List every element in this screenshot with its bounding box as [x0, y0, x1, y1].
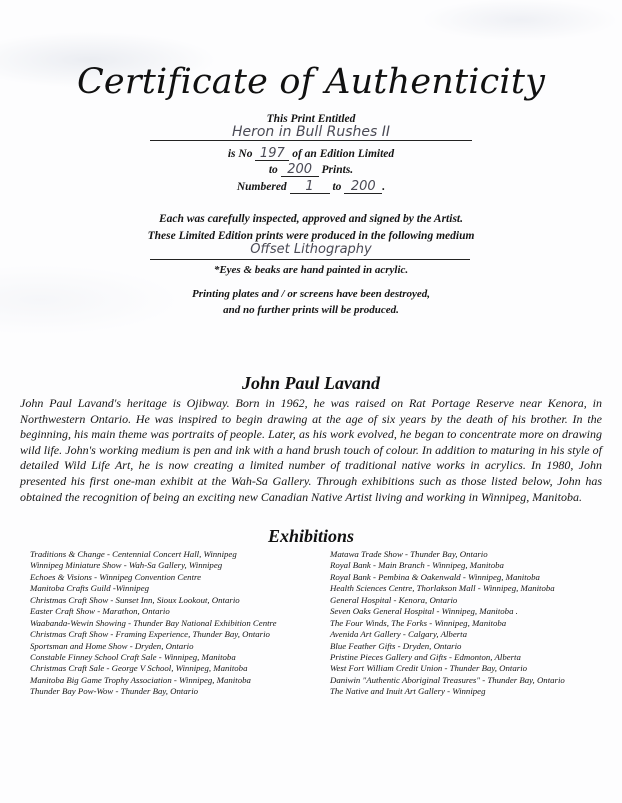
plates-destroyed-line2: and no further prints will be produced. [223, 304, 399, 316]
exhibition-item: Matawa Trade Show - Thunder Bay, Ontario [330, 549, 488, 559]
eyes-note: *Eyes & beaks are hand painted in acrylic. [213, 264, 409, 276]
exhibition-item: Christmas Craft Show - Framing Experience, Thunder Bay, Ontario [30, 629, 270, 640]
exhibition-item: Traditions & Change - Centennial Concert Hall, Winnipeg [30, 549, 237, 559]
exhibition-item: Pristine Pieces Gallery and Gifts - Edmonton, Alberta [330, 651, 521, 662]
print-title-handwritten: Heron in Bull Rushes II [231, 124, 391, 140]
edition-size-handwritten: 200 [281, 164, 319, 177]
print-entitled-label: This Print Entitled [266, 113, 356, 125]
exhibition-item: Royal Bank - Main Branch - Winnipeg, Manitoba [330, 560, 504, 571]
exhibitions-heading: Exhibitions [267, 526, 355, 546]
medium-label: These Limited Edition prints were produced in the following medium [147, 230, 475, 242]
exhibition-item: Christmas Craft Show - Sunset Inn, Sioux Lookout, Ontario [30, 594, 240, 605]
numbered-line [0, 181, 622, 194]
prints-label: Prints. [321, 164, 354, 176]
exhibition-item: Avenida Art Gallery - Calgary, Alberta [330, 629, 467, 640]
numbered-label: Numbered [236, 181, 287, 193]
exhibition-item: Manitoba Crafts Guild -Winnipeg [30, 583, 150, 594]
exhibition-item: Waabanda-Wewin Showing - Thunder Bay National Exhibition Centre [30, 617, 277, 628]
exhibition-item: Thunder Bay Pow-Wow - Thunder Bay, Ontario [30, 686, 199, 697]
to-label: to [268, 164, 278, 176]
inspected-statement: Each was carefully inspected, approved and signed by the Artist. [159, 213, 463, 225]
exhibition-item: Sportsman and Home Show - Dryden, Ontario [30, 640, 194, 651]
print-number-handwritten: 197 [255, 148, 289, 161]
exhibition-item: Daniwin "Authentic Aboriginal Treasures" - Thunder Bay, Ontario [330, 674, 565, 685]
certificate-title: Certificate of Authenticity [76, 62, 546, 102]
medium-handwritten: Offset Lithography [250, 242, 372, 257]
exhibitions-left-column [30, 549, 277, 698]
is-no-label: is No [227, 148, 253, 160]
exhibition-item: Easter Craft Show - Marathon, Ontario [30, 606, 170, 617]
exhibition-item: Winnipeg Miniature Show - Wah-Sa Gallery, Winnipeg [30, 560, 223, 571]
numbered-to-label: to [332, 181, 342, 193]
numbered-period: . [382, 181, 386, 193]
exhibition-item: Christmas Craft Sale - George V School, Winnipeg, Manitoba [30, 663, 248, 674]
exhibition-item: Echoes & Visions - Winnipeg Convention Centre [30, 571, 202, 582]
numbered-from-handwritten: 1 [290, 181, 330, 194]
print-title-line [150, 140, 472, 141]
numbered-to-handwritten: 200 [344, 181, 382, 194]
medium-line [150, 259, 470, 260]
plates-destroyed-line1: Printing plates and / or screens have been destroyed, [191, 288, 431, 300]
edition-number-line [0, 148, 622, 161]
exhibition-item: Seven Oaks General Hospital - Winnipeg, Manitoba . [330, 606, 518, 617]
exhibition-item: Constable Finney School Craft Sale - Winnipeg, Manitoba [30, 651, 236, 662]
exhibition-item: General Hospital - Kenora, Ontario [330, 594, 458, 605]
exhibition-item: Royal Bank - Pembina & Oakenwald - Winnipeg, Manitoba [330, 571, 540, 582]
exhibitions-right-column [330, 549, 565, 698]
edition-size-line [0, 164, 622, 177]
exhibition-item: West Fort William Credit Union - Thunder Bay, Ontario [330, 663, 528, 674]
exhibition-item: The Native and Inuit Art Gallery - Winnipeg [330, 686, 486, 697]
exhibition-item: Blue Feather Gifts - Dryden, Ontario [330, 640, 462, 651]
edition-label: of an Edition Limited [292, 148, 395, 160]
artist-biography: John Paul Lavand's heritage is Ojibway. Born in 1962, he was raised on Rat Portage Reserve near Kenora, in Northwestern Ontario. He was inspired to begin drawing at the age of six years by the death of his brother. In the beginning, his main theme was portraits of people. Later, as his work evolved, he began to concentrate more on drawing wild life. John's working medium is pen and ink with a hand brush touch of colour. In addition to maturing in his style of detailed Wild Life Art, he is now creating a limited number of traditional native works in acrylics. In 1980, John presented his first one-man exhibit at the Wah-Sa Gallery. Through exhibitions such as those listed below, John has obtained the recognition of being an exciting new Canadian Native Artist living and working in Winnipeg, Manitoba. [20, 396, 602, 504]
exhibition-item: The Four Winds, The Forks - Winnipeg, Manitoba [330, 617, 507, 628]
exhibition-item: Manitoba Big Game Trophy Association - Winnipeg, Manitoba [30, 674, 251, 685]
artist-name-heading: John Paul Lavand [241, 373, 381, 393]
exhibition-item: Health Sciences Centre, Thorlakson Mall - Winnipeg, Manitoba [330, 583, 555, 594]
